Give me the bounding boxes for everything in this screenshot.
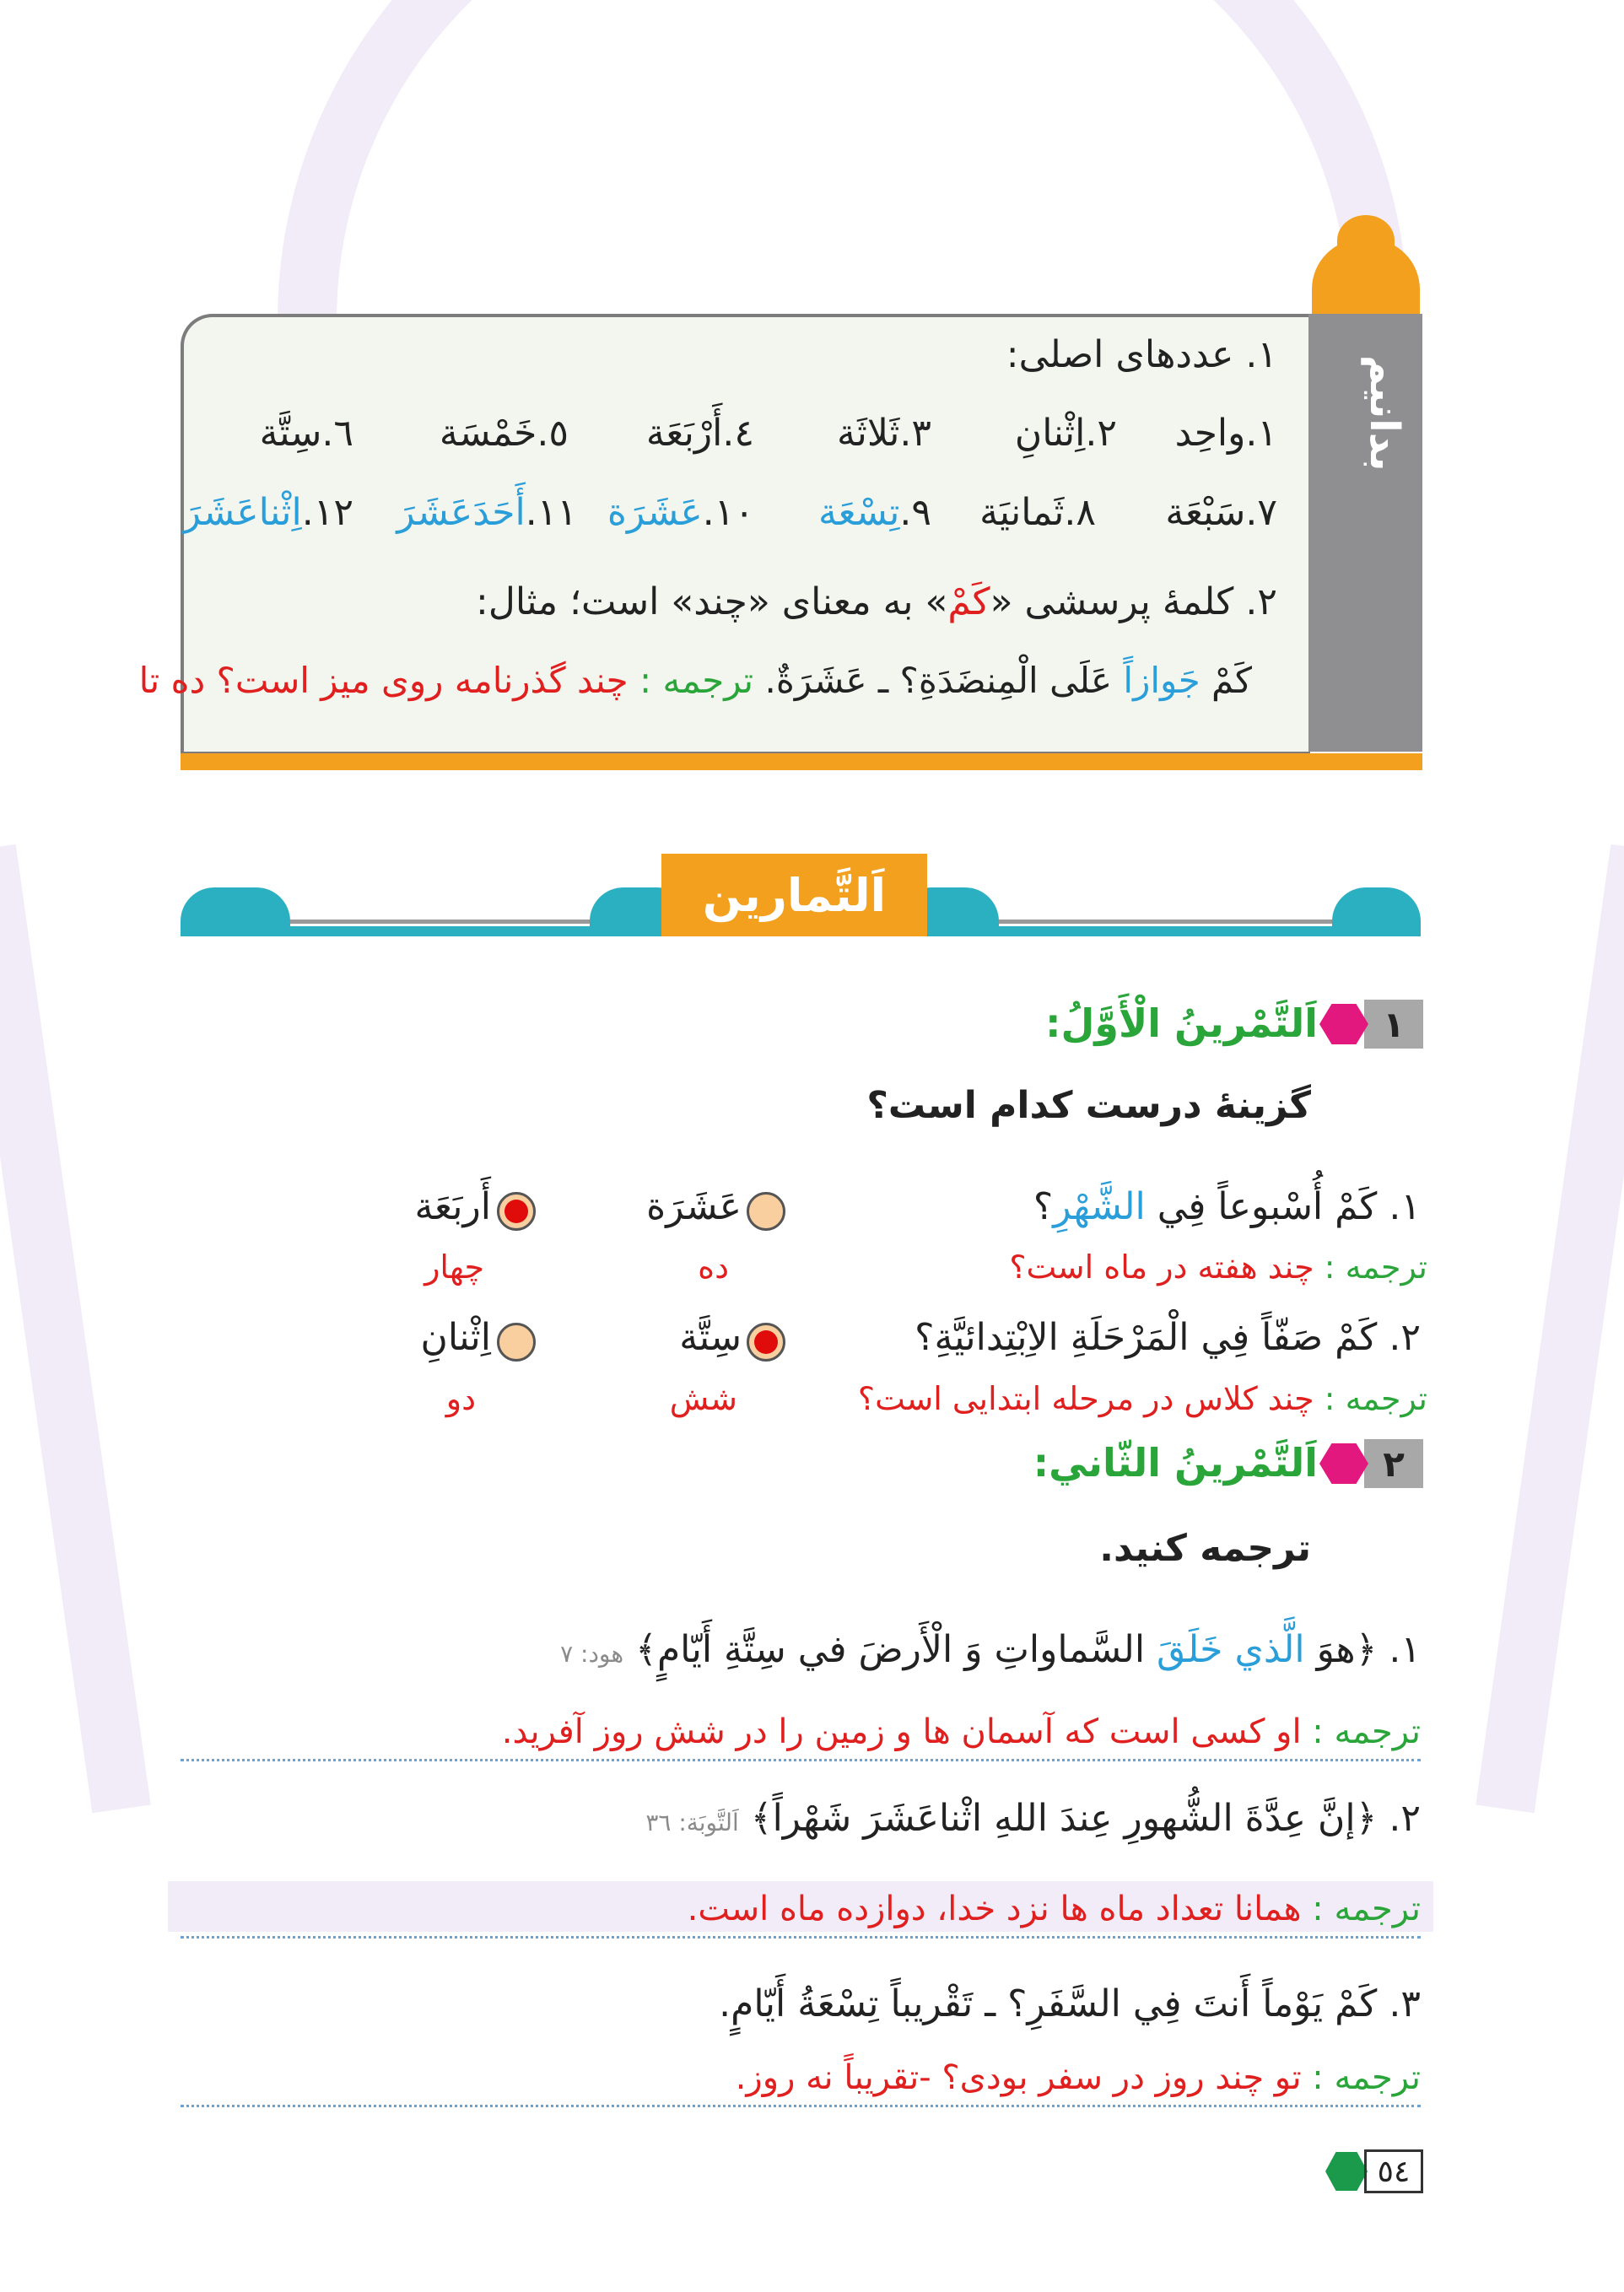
info-heading-1: ۱. عددهای اصلی: — [1006, 333, 1278, 376]
exercise-instruction: ترجمه کنید. — [1100, 1527, 1312, 1570]
number-item: ۸.ثَمانیَة — [980, 491, 1097, 534]
question-3: ۳. کَمْ یَوْماً أَنتَ فِي السَّفَرِ؟ ـ تَقْریباً تِسْعَةُ أَیّامٍ. — [720, 1982, 1422, 2025]
translation-line: ترجمه : چند هفته در ماه است؟ — [1010, 1248, 1428, 1286]
option-radio[interactable] — [747, 1192, 786, 1231]
verse-1: ۱. ﴿هوَ الَّذي خَلَقَ السَّماواتِ وَ الْأَرضَ في سِتَّةِ أَیّامٍ﴾ هود: ۷ — [561, 1628, 1422, 1671]
number-item: ٤.أَرْبَعَة — [646, 412, 755, 455]
number-item: ۱.واحِد — [1175, 412, 1278, 455]
option-label: اِثْنانِ — [421, 1316, 492, 1359]
option-translation: شش — [670, 1380, 738, 1417]
translation-line: ترجمه : او کسی است که آسمان ها و زمین را در شش روز آفرید. — [502, 1712, 1422, 1751]
option-translation: چهار — [425, 1248, 485, 1286]
question-2: ۲. کَمْ صَفّاً فِي الْمَرْحَلَةِ الاِبْتِدائیَّةِ؟ — [915, 1316, 1422, 1359]
number-item: ۱۰.عَشَرَة — [607, 491, 755, 534]
watermark-bar-right — [1476, 844, 1624, 1814]
option-translation: ده — [699, 1248, 730, 1286]
question-1: ۱. کَمْ أُسْبوعاً فِي الشَّهْرِ؟ — [1033, 1185, 1422, 1228]
option-label: أَربَعَة — [415, 1185, 492, 1228]
hexagon-icon — [1320, 1443, 1369, 1484]
watermark-bar-left — [0, 844, 152, 1814]
number-item: ۱۲.اِثْناعَشَرَ — [183, 491, 354, 534]
divider-bar — [181, 753, 1423, 770]
page-number: ٥٤ — [1365, 2149, 1424, 2193]
number-item: ۳.ثَلاثَة — [838, 412, 932, 455]
answer-dotted-line — [181, 1936, 1422, 1939]
number-item: ٦.سِتَّة — [260, 412, 354, 455]
translation-line: ترجمه : چند کلاس در مرحله ابتدایی است؟ — [858, 1380, 1428, 1417]
exercise-title: اَلتَّمْرینُ الْأَوَّلُ: — [1046, 1000, 1319, 1046]
option-translation: دو — [446, 1380, 477, 1417]
number-item: ۱۱.أَحَدَعَشَرَ — [397, 491, 578, 534]
exercises-title: اَلتَّمارین — [662, 854, 928, 936]
exercise-title: اَلتَّمْرینُ الثّاني: — [1033, 1440, 1319, 1486]
verse-2: ۲. ﴿إنَّ عِدَّةَ الشُّهورِ عِندَ اللهِ اثْناعَشَرَ شَهْراً﴾ اَلتَّوبَة: ۳٦ — [646, 1797, 1422, 1840]
option-radio-selected[interactable] — [747, 1323, 786, 1362]
option-radio-selected[interactable] — [498, 1192, 537, 1231]
answer-dotted-line — [181, 1759, 1422, 1761]
option-radio[interactable] — [498, 1323, 537, 1362]
exercise-number: ۲ — [1365, 1439, 1424, 1488]
hexagon-icon — [1320, 1004, 1369, 1044]
info-heading-2: ۲. کلمهٔ پرسشی «کَمْ» به معنای «چند» است؛ مثال: — [477, 580, 1278, 623]
translation-line: ترجمه : همانا تعداد ماه ها نزد خدا، دوازده ماه است. — [688, 1890, 1422, 1928]
option-label: سِتَّة — [680, 1316, 742, 1359]
page-hexagon-icon — [1326, 2152, 1368, 2191]
option-label: عَشَرَة — [647, 1185, 742, 1228]
answer-dotted-line — [181, 2105, 1422, 2107]
info-example: کَمْ جَوازاً عَلَی الْمِنضَدَةِ؟ ـ عَشَرَةٌ. ترجمه : چند گذرنامه روی میز است؟ ده تا — [139, 660, 1253, 701]
banner-wing-left — [181, 887, 291, 936]
translation-line: ترجمه : تو چند روز در سفر بودی؟ -تقریباً نه روز. — [736, 2058, 1422, 2097]
number-item: ۹.تِسْعَة — [819, 491, 932, 534]
tab-label: بدانیم — [1362, 355, 1409, 472]
number-item: ۷.سَبْعَة — [1166, 491, 1278, 534]
banner-wing-right — [1333, 887, 1422, 936]
number-item: ٥.خَمْسَة — [440, 412, 569, 455]
exercise-number: ۱ — [1365, 1000, 1424, 1049]
number-item: ۲.اِثْنانِ — [1015, 412, 1118, 455]
exercise-instruction: گزینهٔ درست کدام است؟ — [867, 1084, 1312, 1127]
